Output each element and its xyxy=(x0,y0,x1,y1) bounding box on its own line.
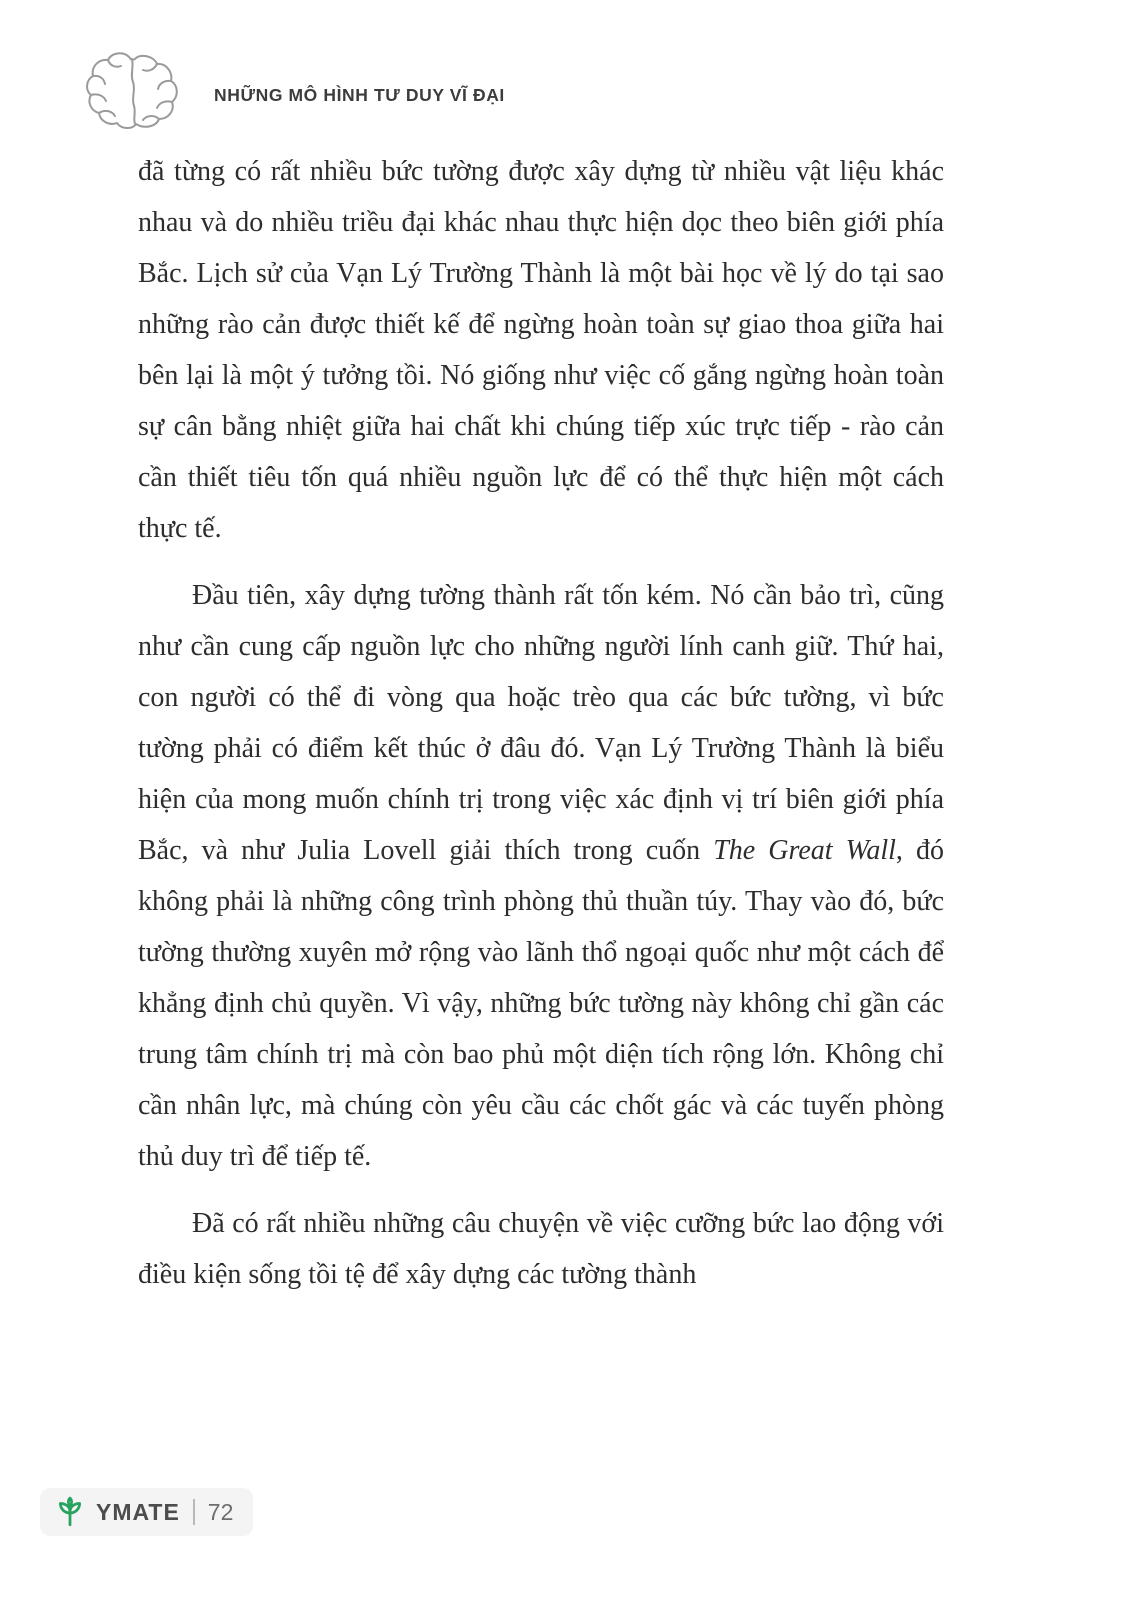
page-header-title: NHỮNG MÔ HÌNH TƯ DUY VĨ ĐẠI xyxy=(214,84,505,105)
page-footer xyxy=(40,1488,253,1536)
paragraph-text: Đã có rất nhiều những câu chuyện về việc cưỡng bức lao động với điều kiện sống tồi tệ để xây dựng các tường thành xyxy=(138,1208,944,1290)
page-header xyxy=(82,48,505,132)
paragraph-text: đã từng có rất nhiều bức tường được xây dựng từ nhiều vật liệu khác nhau và do nhiều triều đại khác nhau thực hiện dọc theo biên giới phía Bắc. Lịch sử của Vạn Lý Trường Thành là một bài học về lý do tại sao những rào cản được thiết kế để ngừng hoàn toàn sự giao thoa giữa hai bên lại là một ý tưởng tồi. Nó giống như việc cố gắng ngừng hoàn toàn sự cân bằng nhiệt giữa hai chất khi chúng tiếp xúc trực tiếp - rào cản cần thiết tiêu tốn quá nhiều nguồn lực để có thể thực hiện một cách thực tế. xyxy=(138,156,944,544)
brain-icon xyxy=(82,48,182,132)
paragraph-text: Đầu tiên, xây dựng tường thành rất tốn kém. Nó cần bảo trì, cũng như cần cung cấp nguồn lực cho những người lính canh giữ. Thứ hai, con người có thể đi vòng qua hoặc trèo qua các bức tường, vì bức tường phải có điểm kết thúc ở đâu đó. Vạn Lý Trường Thành là biểu hiện của mong muốn chính trị trong việc xác định vị trí biên giới phía Bắc, và như Julia Lovell giải thích trong cuốn xyxy=(138,580,944,866)
paragraph xyxy=(138,570,944,1182)
book-title-italic: The Great Wall xyxy=(713,835,896,866)
paragraph xyxy=(138,146,944,554)
footer-divider xyxy=(193,1499,195,1525)
body-text xyxy=(138,146,944,1316)
ymate-logo-icon xyxy=(54,1496,86,1528)
page-number: 72 xyxy=(207,1498,234,1525)
paragraph-text: , đó không phải là những công trình phòng thủ thuần túy. Thay vào đó, bức tường thường xuyên mở rộng vào lãnh thổ ngoại quốc như một cách để khẳng định chủ quyền. Vì vậy, những bức tường này không chỉ gần các trung tâm chính trị mà còn bao phủ một diện tích rộng lớn. Không chỉ cần nhân lực, mà chúng còn yêu cầu các chốt gác và các tuyến phòng thủ duy trì để tiếp tế. xyxy=(138,835,944,1172)
paragraph xyxy=(138,1198,944,1300)
footer-brand: YMATE xyxy=(96,1498,180,1525)
